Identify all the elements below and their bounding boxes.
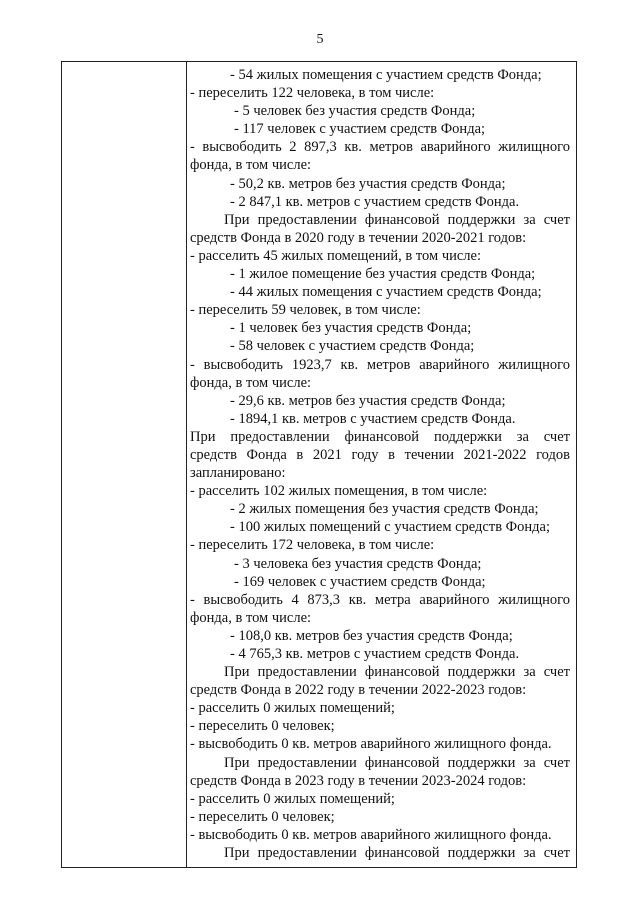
text-line: - 100 жилых помещений с участием средств Фонда; [230, 519, 550, 536]
text-line: - 3 человека без участия средств Фонда; [234, 555, 482, 572]
text-line: При предоставлении финансовой поддержки за счет [190, 428, 570, 445]
text-line: - 2 847,1 кв. метров с участием средств Фонда. [230, 193, 520, 210]
text-line: - переселить 0 человек; [190, 808, 335, 825]
text-line: - расселить 102 жилых помещения, в том числе: [190, 483, 488, 500]
text-line: При предоставлении финансовой поддержки за счет [224, 664, 570, 681]
text-line: - 29,6 кв. метров без участия средств Фонда; [230, 392, 506, 409]
text-line: - переселить 59 человек, в том числе: [190, 302, 421, 319]
text-line: средств Фонда в 2021 году в течении 2021-2022 годов [190, 446, 570, 463]
text-line: фонда, в том числе: [190, 609, 312, 626]
text-line: - 1 жилое помещение без участия средств Фонда; [230, 266, 536, 283]
text-line: - 58 человек с участием средств Фонда; [230, 338, 475, 355]
text-line: - переселить 0 человек; [190, 718, 335, 735]
text-line: - 169 человек с участием средств Фонда; [234, 573, 486, 590]
text-line: запланировано: [190, 465, 286, 482]
column-divider [186, 61, 187, 868]
text-line: - 117 человек с участием средств Фонда; [234, 121, 486, 138]
text-line: - высвободить 4 873,3 кв. метра аварийного жилищного [190, 591, 570, 608]
text-line: При предоставлении финансовой поддержки за счет [224, 211, 570, 228]
page-number: 5 [316, 32, 324, 47]
text-line: - 50,2 кв. метров без участия средств Фонда; [230, 175, 506, 192]
text-line: - расселить 0 жилых помещений; [190, 790, 395, 807]
text-line: - переселить 172 человека, в том числе: [190, 537, 435, 554]
text-line: При предоставлении финансовой поддержки за счет [224, 845, 570, 862]
text-line: - высвободить 0 кв. метров аварийного жилищного фонда. [190, 736, 552, 753]
text-line: - 5 человек без участия средств Фонда; [234, 103, 476, 120]
text-line: - расселить 45 жилых помещений, в том числе: [190, 247, 482, 264]
text-line: фонда, в том числе: [190, 374, 312, 391]
text-line: - 4 765,3 кв. метров с участием средств Фонда. [230, 646, 520, 662]
text-line: - переселить 122 человека, в том числе: [190, 85, 435, 102]
text-line: - 54 жилых помещения с участием средств Фонда; [230, 67, 542, 83]
table-content-cell [190, 66, 570, 862]
text-line: При предоставлении финансовой поддержки за счет [224, 754, 570, 771]
text-line: - высвободить 1923,7 кв. метров аварийного жилищного [190, 356, 570, 373]
text-line: средств Фонда в 2020 году в течении 2020-2021 годов: [190, 229, 527, 246]
text-line: - расселить 0 жилых помещений; [190, 700, 395, 717]
text-line: - высвободить 0 кв. метров аварийного жилищного фонда. [190, 826, 552, 843]
text-line: - 108,0 кв. метров без участия средств Фонда; [230, 627, 513, 644]
text-line: - 1894,1 кв. метров с участием средств Фонда. [230, 410, 516, 427]
text-line: - 2 жилых помещения без участия средств Фонда; [230, 501, 539, 518]
text-line: средств Фонда в 2022 году в течении 2022-2023 годов: [190, 682, 527, 699]
text-line: - 44 жилых помещения с участием средств Фонда; [230, 284, 542, 301]
text-line: - 1 человек без участия средств Фонда; [230, 320, 472, 337]
text-line: фонда, в том числе: [190, 157, 312, 174]
text-line: - высвободить 2 897,3 кв. метров аварийного жилищного [190, 139, 570, 156]
text-line: средств Фонда в 2023 году в течении 2023-2024 годов: [190, 772, 527, 789]
